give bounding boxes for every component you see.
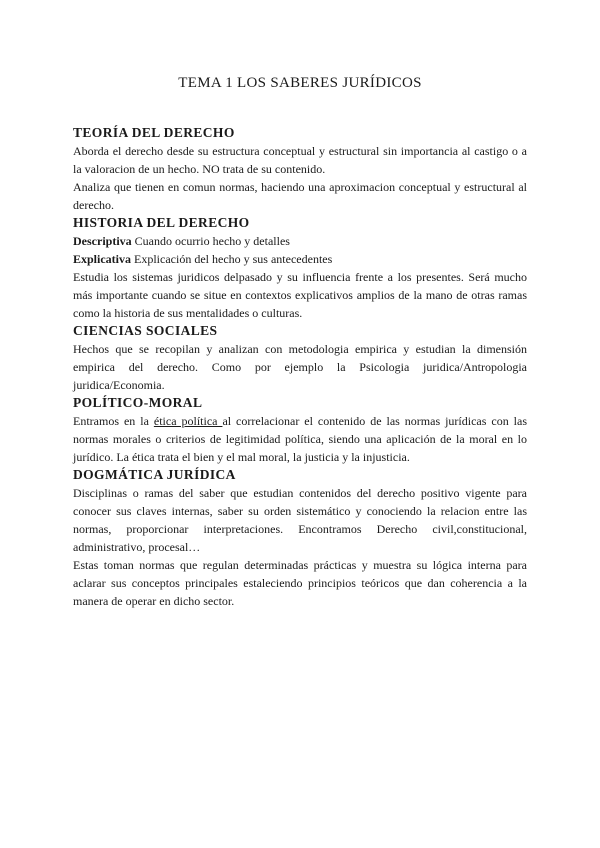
document-body [73, 124, 527, 610]
descriptiva-label: Descriptiva [73, 234, 132, 248]
descriptiva-text: Cuando ocurrio hecho y detalles [131, 234, 290, 248]
etica-politica-underlined: ética política [153, 414, 223, 428]
paragraph: Estas toman normas que regulan determinadas prácticas y muestra su lógica interna para aclarar sus conceptos principales estaleciendo principios teóricos que dan coherencia a la manera de operar en dicho sector. [73, 558, 527, 608]
paragraph: Analiza que tienen en comun normas, haciendo una aproximacion conceptual y estructural al derecho. [73, 180, 527, 212]
paragraph: Estudia los sistemas juridicos delpasado y su influencia frente a los presentes. Será mucho más importante cuando se situe en contextos explicativos amplios de la mano de otras ramas como la historia de sus mentalidades o culturas. [73, 270, 527, 320]
explicativa-line [73, 250, 527, 268]
section-dogmatica [73, 466, 527, 610]
paragraph [73, 412, 527, 466]
explicativa-text: Explicación del hecho y sus antecedentes [131, 252, 333, 266]
paragraph: Aborda el derecho desde su estructura conceptual y estructural sin importancia al castigo o a la valoracion de un hecho. NO trata de su contenido. [73, 144, 527, 176]
section-ciencias [73, 322, 527, 394]
explicativa-label: Explicativa [73, 252, 132, 266]
section-historia [73, 214, 527, 322]
paragraph: Hechos que se recopilan y analizan con metodologia empirica y estudian la dimensión empirica del derecho. Como por ejemplo la Psicologia juridica/Antropologia juridica/Economia. [73, 342, 527, 392]
section-politico [73, 394, 527, 466]
section-heading-ciencias: CIENCIAS SOCIALES [73, 323, 218, 338]
section-heading-dogmatica: DOGMÁTICA JURÍDICA [73, 467, 236, 482]
politico-text-after: al correlacionar el contenido de las normas jurídicas con las normas morales o criterios de legitimidad política, siendo una aplicación de la moral en lo jurídico. La ética trata el bien y el mal moral, la justicia y la injusticia. [73, 414, 527, 464]
section-heading-politico: POLÍTICO-MORAL [73, 395, 203, 410]
section-heading-historia: HISTORIA DEL DERECHO [73, 215, 250, 230]
section-heading-teoria: TEORÍA DEL DERECHO [73, 125, 235, 140]
page-title: TEMA 1 LOS SABERES JURÍDICOS [178, 75, 422, 91]
paragraph: Disciplinas o ramas del saber que estudian contenidos del derecho positivo vigente para conocer sus claves internas, saber su orden sistemático y conociendo la relacion entre las normas, proporcionar interpretaciones. Encontramos Derecho civil,constitucional, administrativo, procesal… [73, 486, 527, 554]
section-teoria [73, 124, 527, 214]
descriptiva-line [73, 232, 527, 250]
politico-text-before: Entramos en la [73, 414, 154, 428]
